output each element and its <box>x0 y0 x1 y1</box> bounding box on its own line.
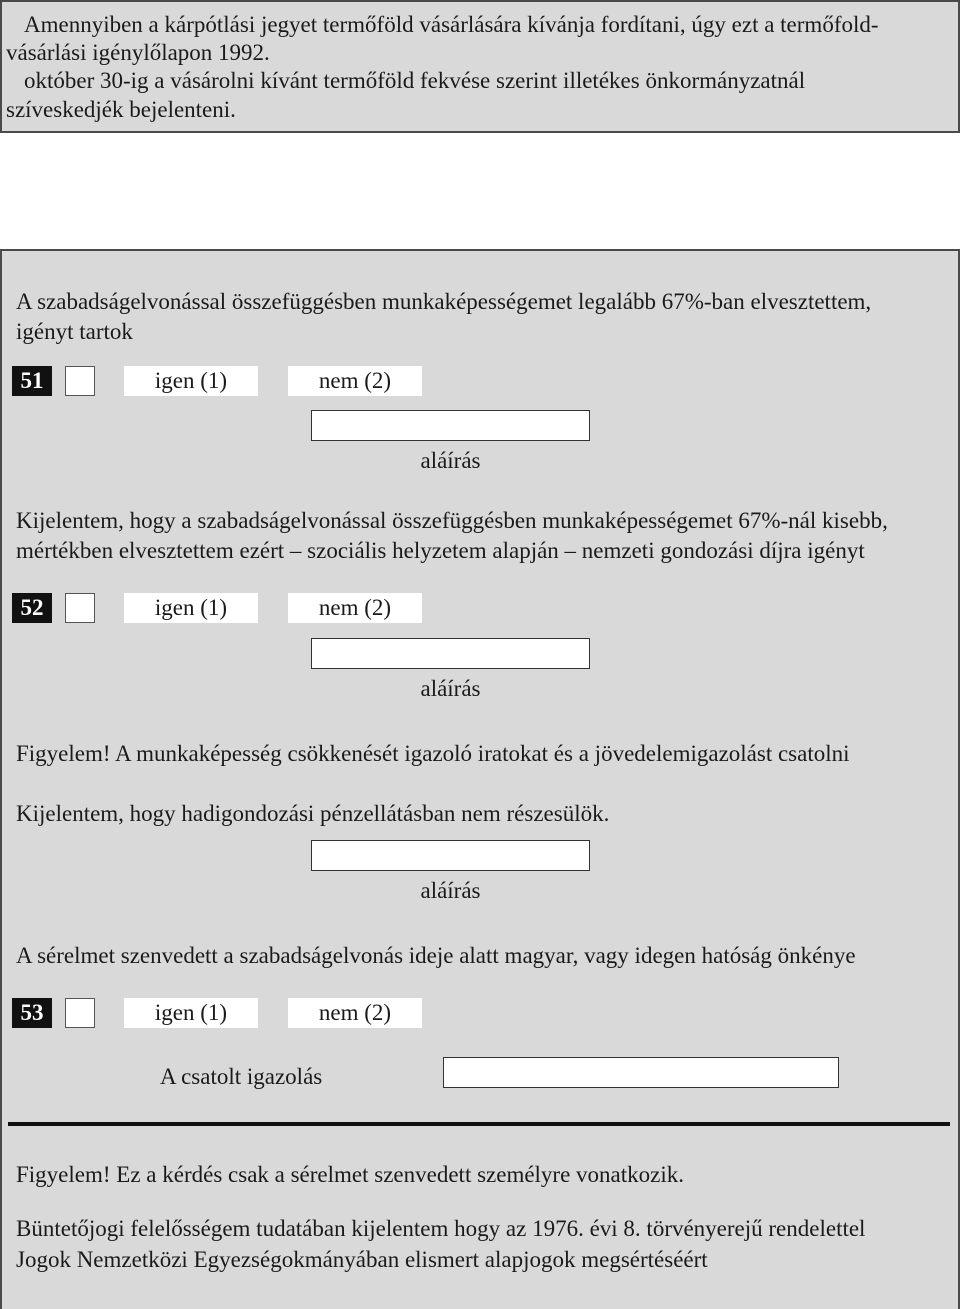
q51-option-yes[interactable]: igen (1) <box>124 366 258 396</box>
q53-option-yes[interactable]: igen (1) <box>124 998 258 1028</box>
q52-option-yes[interactable]: igen (1) <box>124 593 258 623</box>
war-pension-signature-field[interactable] <box>311 840 590 871</box>
criminal-statement-line-1: Büntetőjogi felelősségem tudatában kijelentem hogy az 1976. évi 8. törvényerejű rendelettel <box>16 1216 866 1241</box>
q52-signature-label: aláírás <box>420 676 481 701</box>
notice-line-4: szíveskedjék bejelenteni. <box>6 97 236 122</box>
q52-option-no[interactable]: nem (2) <box>288 593 422 623</box>
q53-option-no[interactable]: nem (2) <box>288 998 422 1028</box>
q53-answer-checkbox[interactable] <box>65 998 95 1028</box>
q51-answer-checkbox[interactable] <box>65 366 95 396</box>
q51-signature-label: aláírás <box>420 448 481 473</box>
notice-line-3: október 30-ig a vásárolni kívánt termőföld fekvése szerint illetékes önkormányzatnál <box>24 68 806 93</box>
warning-documents: Figyelem! A munkaképesség csökkenését igazoló iratokat és a jövedelemigazolást csatolni <box>16 741 850 766</box>
notice-box <box>0 0 960 133</box>
war-pension-signature-label: aláírás <box>420 878 481 903</box>
q52-text-line-1: Kijelentem, hogy a szabadságelvonással összefüggésben munkaképességemet 67%-nál kisebb, <box>16 508 888 533</box>
q51-text-line-2: igényt tartok <box>16 319 133 344</box>
q51-text-line-1: A szabadságelvonással összefüggésben munkaképességemet legalább 67%-ban elvesztettem, <box>16 289 872 314</box>
q53-attachment-field[interactable] <box>443 1057 839 1088</box>
section-divider <box>8 1122 950 1126</box>
q53-text: A sérelmet szenvedett a szabadságelvonás ideje alatt magyar, vagy idegen hatóság önkénye <box>16 943 856 968</box>
q53-number-badge: 53 <box>12 998 52 1028</box>
q53-attachment-label: A csatolt igazolás <box>160 1064 323 1089</box>
q52-number-badge: 52 <box>12 593 52 623</box>
q52-text-line-2: mértékben elvesztettem ezért – szociális helyzetem alapján – nemzeti gondozási díjra igényt <box>16 538 865 563</box>
q52-answer-checkbox[interactable] <box>65 593 95 623</box>
criminal-statement-line-2: Jogok Nemzetközi Egyezségokmányában elismert alapjogok megsértéséért <box>16 1247 708 1272</box>
notice-line-2: vásárlási igénylőlapon 1992. <box>6 40 270 65</box>
form-box <box>0 249 960 1309</box>
q51-signature-field[interactable] <box>311 410 590 441</box>
war-pension-statement: Kijelentem, hogy hadigondozási pénzellátásban nem részesülök. <box>16 801 610 826</box>
warning-injured-person: Figyelem! Ez a kérdés csak a sérelmet szenvedett személyre vonatkozik. <box>16 1162 684 1187</box>
notice-line-1: Amennyiben a kárpótlási jegyet termőföld vásárlására kívánja fordítani, úgy ezt a termőfold- <box>24 12 879 37</box>
q51-option-no[interactable]: nem (2) <box>288 366 422 396</box>
q52-signature-field[interactable] <box>311 638 590 669</box>
q51-number-badge: 51 <box>12 366 52 396</box>
